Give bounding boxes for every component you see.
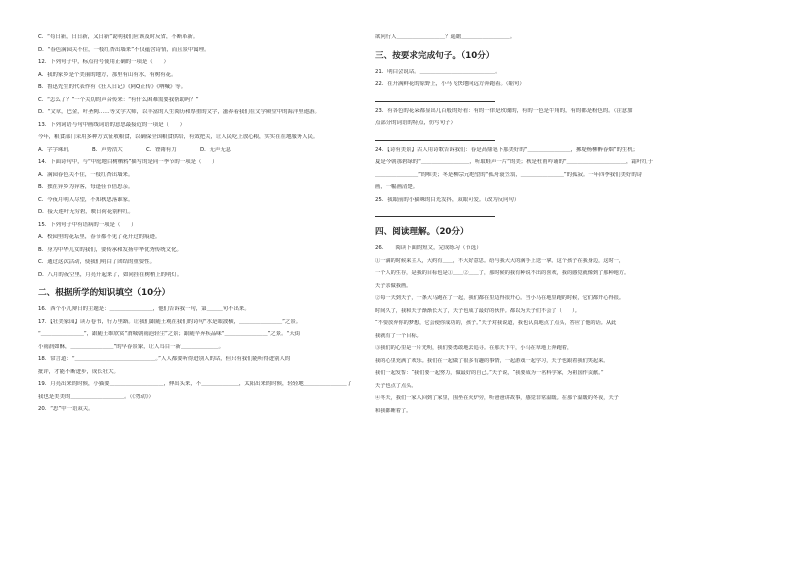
text-line: 我们一起发誓：“我们要一起努力，做最好的自己。”天子说，“我要成为一名科学家，为祖国作贡献。” <box>375 370 604 376</box>
text-line: 小雨润如酥，＿＿＿＿＿＿＿＿”的早春景象，让人耳目一新＿＿＿＿＿＿＿。 <box>38 343 225 350</box>
text-line: ①一滴的时候来主人，大约有＿＿，不大好意思。给与我大大的满手上送一拿。这个孩子在我身边，这时一， <box>375 257 625 264</box>
text-line: 22．在开满鲜花的原野上，小马飞快地向远方奔跑着。（缩句） <box>375 81 525 87</box>
answer-option: B．声势浩大 <box>92 146 123 153</box>
text-line: 欲问行人＿＿＿＿＿＿＿＿＿？遥瞻＿＿＿＿＿＿＿＿＿。 <box>375 34 516 40</box>
text-line: C．通过这次活动，使我们明白了团结的重要性。 <box>38 259 155 265</box>
text-line: 21．明白会说话。＿＿＿＿＿＿＿＿＿＿＿＿＿＿。 <box>375 68 501 75</box>
text-line: 点部分的词语的特点，仿写句子） <box>375 120 456 126</box>
answer-option: C．铿锵有力 <box>146 146 177 153</box>
text-line: 夏是今朝那碧绿的“＿＿＿＿＿＿＿＿＿，听取蛙声一片”的美；秋是杜甫吟诵的“＿＿＿＿＿＿＿＿＿＿＿，霜叶红于 <box>375 159 653 165</box>
text-line: C．今夜月明人尽望，不知秋思落谁家。 <box>38 196 134 203</box>
text-line: 19．月亮出来的时候，小猫要＿＿＿＿＿＿＿＿＿＿，伸出头来，不＿＿＿＿＿＿＿，太阳出来的时候，轻轻地＿＿＿＿＿＿＿＿了 <box>38 381 353 387</box>
text-line: C．“苟日新，日日新，又日新”说明我们应该及时反省，不断革新。 <box>38 34 199 40</box>
text-line: 天子也点了点头。 <box>375 382 417 389</box>
text-line: A．满园春色关不住，一枝红杏出墙来。 <box>38 171 134 178</box>
right-column <box>375 34 755 420</box>
section-heading: 二、根据所学的知识填空（10分） <box>38 288 171 298</box>
text-line: 14．下面诗句中，与“中庭地白树栖鸦”描写的是同一季节的一项是（ ） <box>38 159 218 165</box>
text-line: 20．“思”中一语双关。 <box>38 406 94 412</box>
text-line: ＿＿＿＿＿＿＿＿”的唯美；冬是柳宗元绝望的“孤舟蓑笠翁，＿＿＿＿＿＿＿＿”的孤寂。一年四季我们美好的诗 <box>375 171 643 178</box>
text-line: 一个人的生存，是我的目标也是①＿＿②＿＿了，那时候的我有种说不出的喜欢，我的感觉就像到了那种地方。 <box>375 270 630 276</box>
text-line: A．我的家乡是个美丽的地方，那里有山有水，有树有花。 <box>38 71 177 78</box>
text-line: ④冬天，我们一家人回到了家里，围坐在火炉旁，听爸爸讲故事，感觉非常温暖。在那个温暖的冬夜，天子 <box>375 395 619 401</box>
text-line: 天子亲做我画。 <box>375 282 412 289</box>
text-line: A．校园里的花坛里，春节都不见了花开过的痕迹。 <box>38 234 161 240</box>
text-line: ②每一天到天子，一条大马跑在了一起，我们都在里边得很开心。当小马在地里跑的时候，它们都开心得很。 <box>375 295 625 301</box>
text-line: D．“春色满园关不住，一枝红杏出墙来”不仅蕴含诗情，而且景中寓理。 <box>38 46 210 53</box>
text-line: 批评，才能不断进步，成长壮大。 <box>38 368 119 375</box>
text-line: 我也是美美的＿＿＿＿＿＿＿＿＿＿。（《勿动》） <box>38 393 154 400</box>
text-line: D．接天莲叶无穷碧，映日荷花别样红。 <box>38 209 134 215</box>
text-line: D．八月的夜空里，月亮升起来了，如同挂在树梢上的明灯。 <box>38 271 183 278</box>
text-line: 23．有各色的花朵都显出几百般的好看：有的一律是玫瑰的，有的一色是牛角的，有的都是粉色的。（注意加 <box>375 107 633 114</box>
text-line: 画，一幅画清楚。 <box>375 184 419 190</box>
answer-blank-line[interactable] <box>375 94 495 102</box>
text-line: ③我们的心里是一片光明，我们要勇敢地去追寻。在那天下午，小马在草地上奔跑着， <box>375 345 573 351</box>
text-line: 12．下列句子中，标点符号使用正确的一项是（ ） <box>38 59 169 65</box>
text-line: 我就有了一个目标。 <box>375 332 422 339</box>
text-line: 25．我眼前的小猫咪的目光发抖，双眼可爱。（改为反问句） <box>375 196 520 203</box>
text-line: 24．【诗有美景】古人用诗歌告诉我们：春是高鼎笔下那美好的“＿＿＿＿＿＿＿＿，拂堤杨柳醉春烟”的生机； <box>375 146 639 153</box>
text-line: B．身为中华儿女的我们，要传承和发扬中华优秀传统文化。 <box>38 246 182 253</box>
text-line: “不要放弃你的梦想，它会使你成功的，孩子。”天子对我说道，我也认真地点了点头，答应了他的话。从此 <box>375 320 617 326</box>
answer-option: D．无声无息 <box>200 146 232 153</box>
text-line: 16．西个小儿辩日的主题是：＿＿＿＿＿＿＿＿，他们告诉我一句，第＿＿＿句不出来。 <box>38 306 250 312</box>
text-line: 18．常言道：“＿＿＿＿＿＿＿＿＿＿＿＿＿＿＿。”人人都要听得进别人的话，但只有我们能听得进别人的 <box>38 356 291 362</box>
text-line: 13．下列词语与句中画线词语的意思最接近的一项是（ ） <box>38 121 186 128</box>
text-line: D．“文章，巴金，叶圣陶……等文学大师，以丰富的人生阅历和厚重的文字，滋养着我们在文学殿堂中的海洋里遨游。 <box>38 109 320 115</box>
text-line: “＿＿＿＿＿＿＿＿”，跟随王维欣赏“渭城朝雨浥轻尘”之景；跟随辛弃疾品味“＿＿＿＿＿＿＿＿”之景。“天街 <box>38 331 301 337</box>
section-heading: 四、阅读理解。（20分） <box>375 227 469 237</box>
section-heading: 三、按要求完成句子。（10分） <box>375 50 495 61</box>
answer-blank-line[interactable] <box>375 209 495 217</box>
text-line: 26． 阅读下面的短文，完成练习（节选） <box>375 245 482 251</box>
answer-blank-line[interactable] <box>375 133 495 141</box>
answer-options <box>38 147 360 160</box>
text-line: C．“怎么了？”一个关切的声音传来：“有什么困难需要我帮助吗？” <box>38 96 199 103</box>
text-line: 今年，粮食部门采用多种方式征收粮食，以确保全国粮食供给，有效把关，让人民吃上放心粮，实实在在地服务人民。 <box>38 134 319 140</box>
left-column <box>38 34 360 419</box>
text-line: 时间久了，我和天子渐渐长大了，天子也成了最好的伙伴。都以为天子们不会了（ ）。 <box>375 307 580 314</box>
text-line: 17．【壮美家园】读万卷书，行万里路。让我们跟随王观在我们的诗句“水是眼波横，＿＿＿＿＿＿＿＿”之景。 <box>38 318 302 325</box>
text-line: 我的心里充满了欢乐。我们在一起做了很多有趣的事情，一起游戏一起学习，天子也跟着我们笑起来。 <box>375 357 609 364</box>
text-line: 15．下列句子中有语病的一项是（ ） <box>38 221 137 228</box>
text-line: B．鲁迅先生的代表作有《狂人日记》《阿Q正传》《呐喊》等。 <box>38 84 187 90</box>
text-line: 和我都睡着了。 <box>375 407 412 414</box>
answer-option: A．字字珠玑 <box>38 146 69 153</box>
text-line: B．独在异乡为异客，每逢佳节倍思亲。 <box>38 184 134 190</box>
